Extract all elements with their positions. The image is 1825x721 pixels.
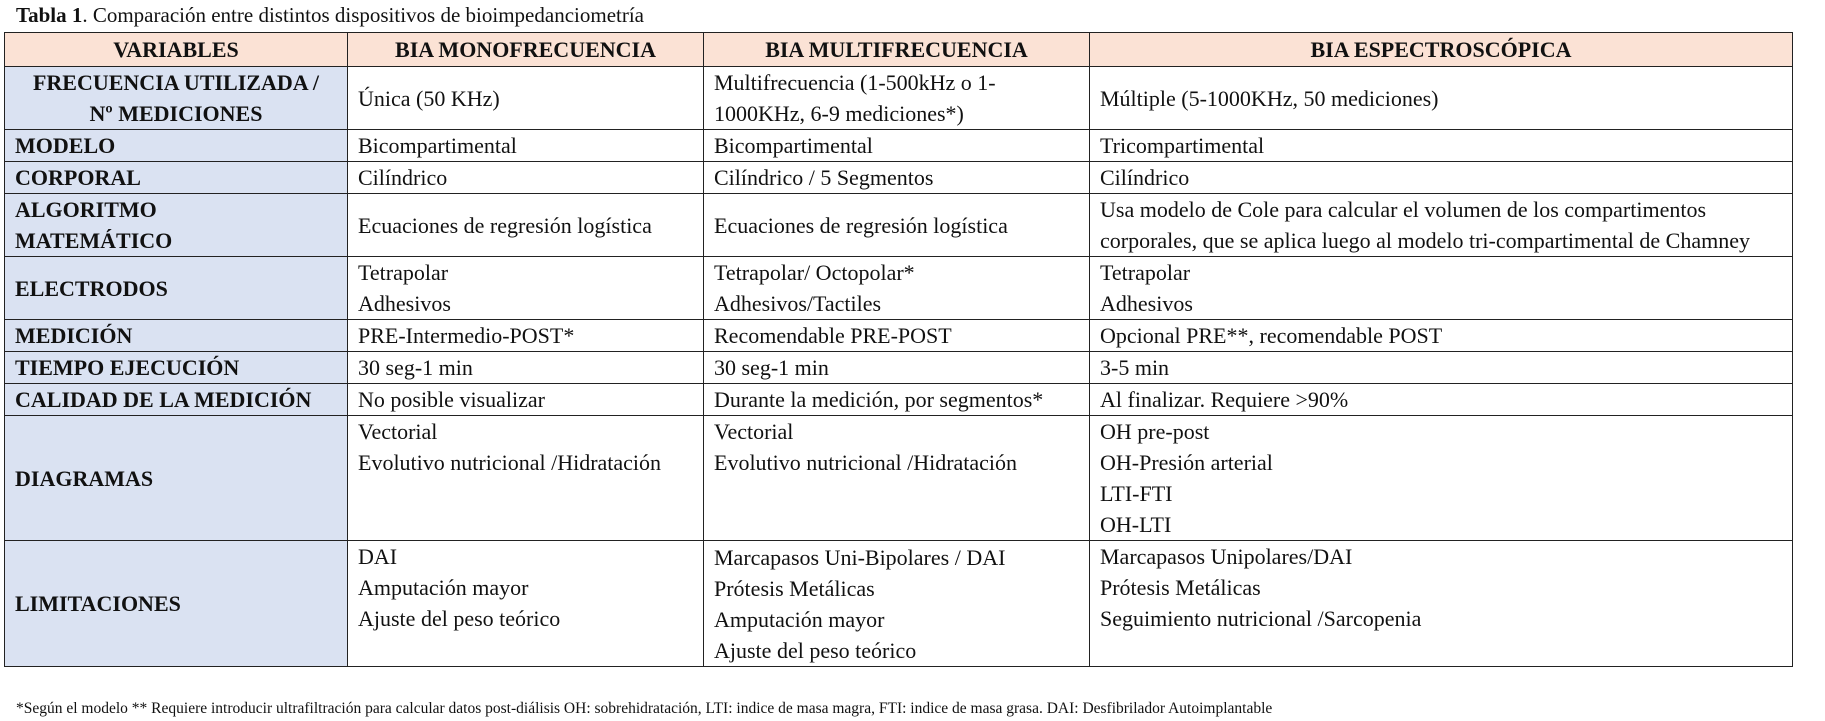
row-variable [5, 384, 348, 416]
cell-multi [704, 320, 1090, 352]
cell-line: DIAGRAMAS [15, 465, 154, 491]
table-row [5, 320, 1793, 352]
row-variable [5, 130, 348, 162]
cell-mono [348, 130, 704, 162]
cell-line: Durante la medición, por segmentos* [714, 387, 1044, 412]
header-bia-espectro: BIA ESPECTROSCÓPICA [1090, 33, 1793, 67]
cell-line: Marcapasos Uni-Bipolares / DAI [714, 544, 1006, 570]
cell-line: Adhesivos/Tactiles [714, 291, 882, 316]
cell-espectro [1090, 257, 1793, 320]
cell-line: Ajuste del peso teórico [714, 637, 917, 663]
cell-line: Nº MEDICIONES [89, 101, 263, 126]
cell-line: OH-LTI [1100, 512, 1172, 537]
cell-line: ALGORITMO [15, 197, 157, 222]
cell-line: TIEMPO EJECUCIÓN [15, 355, 240, 380]
header-bia-mono: BIA MONOFRECUENCIA [348, 33, 704, 67]
cell-line: Tetrapolar/ Octopolar* [714, 260, 915, 285]
row-variable [5, 257, 348, 320]
cell-line: Vectorial [358, 419, 438, 444]
cell-line: Múltiple (5-1000KHz, 50 mediciones) [1100, 85, 1439, 111]
cell-line: Al finalizar. Requiere >90% [1100, 387, 1349, 412]
table-row [5, 162, 1793, 194]
cell-line: 30 seg-1 min [714, 355, 829, 380]
cell-mono [348, 541, 704, 667]
cell-espectro [1090, 130, 1793, 162]
cell-espectro [1090, 541, 1793, 667]
cell-line: CORPORAL [15, 165, 141, 190]
cell-multi [704, 384, 1090, 416]
cell-line: Seguimiento nutricional /Sarcopenia [1100, 606, 1422, 631]
cell-espectro [1090, 194, 1793, 257]
cell-line: LIMITACIONES [15, 591, 181, 616]
cell-espectro [1090, 416, 1793, 541]
cell-multi [704, 416, 1090, 541]
table-header [5, 33, 1793, 67]
cell-line: 3-5 min [1100, 355, 1170, 380]
row-variable [5, 352, 348, 384]
cell-line: Marcapasos Unipolares/DAI [1100, 544, 1353, 569]
cell-line: No posible visualizar [358, 387, 545, 412]
cell-line: MATEMÁTICO [15, 228, 173, 253]
cell-line: Amputación mayor [714, 606, 885, 632]
cell-mono [348, 320, 704, 352]
cell-mono [348, 352, 704, 384]
table-row [5, 541, 1793, 667]
row-variable [5, 194, 348, 257]
cell-espectro [1090, 384, 1793, 416]
cell-line: Bicompartimental [714, 133, 873, 158]
cell-line: Tetrapolar [358, 260, 449, 285]
row-variable [5, 320, 348, 352]
cell-line: Ajuste del peso teórico [358, 606, 561, 631]
table-row [5, 416, 1793, 541]
cell-line: CALIDAD DE LA MEDICIÓN [15, 387, 312, 412]
cell-mono [348, 67, 704, 130]
cell-line: Multifrecuencia (1-500kHz o 1- [714, 70, 996, 95]
cell-line: corporales, que se aplica luego al modelo tri-compartimental de Chamney [1100, 228, 1750, 253]
cell-line: MEDICIÓN [15, 323, 133, 348]
cell-mono [348, 416, 704, 541]
cell-multi [704, 67, 1090, 130]
cell-line: Cilíndrico [1100, 165, 1190, 190]
cell-espectro [1090, 352, 1793, 384]
table-row [5, 67, 1793, 130]
cell-multi [704, 541, 1090, 667]
cell-mono [348, 162, 704, 194]
cell-line: Tetrapolar [1100, 260, 1191, 285]
cell-line: Bicompartimental [358, 133, 517, 158]
cell-line: Cilíndrico [358, 165, 448, 190]
cell-multi [704, 162, 1090, 194]
caption-label: Tabla 1 [16, 3, 83, 27]
cell-line: MODELO [15, 133, 116, 158]
header-row [5, 33, 1793, 67]
cell-espectro [1090, 67, 1793, 130]
caption-text: . Comparación entre distintos dispositivos de bioimpedanciometría [82, 3, 644, 27]
cell-line: Ecuaciones de regresión logística [358, 212, 652, 238]
cell-line: LTI-FTI [1100, 481, 1173, 506]
cell-line: Amputación mayor [358, 575, 529, 600]
table-row [5, 257, 1793, 320]
cell-line: Adhesivos [1100, 291, 1193, 316]
cell-line: Adhesivos [358, 291, 451, 316]
table-row [5, 194, 1793, 257]
cell-line: FRECUENCIA UTILIZADA / [32, 70, 320, 95]
table-row [5, 384, 1793, 416]
cell-espectro [1090, 162, 1793, 194]
cell-mono [348, 257, 704, 320]
row-variable [5, 162, 348, 194]
cell-line: OH pre-post [1100, 419, 1210, 444]
cell-line: ELECTRODOS [15, 275, 168, 301]
cell-line: 1000KHz, 6-9 mediciones*) [714, 101, 964, 126]
cell-mono [348, 384, 704, 416]
row-variable [5, 416, 348, 541]
table-footnote: *Según el modelo ** Requiere introducir ultrafiltración para calcular datos post-diálisis OH: sobrehidratación, LTI: indice de masa magra, FTI: indice de masa grasa. DAI: Desfibrilador Autoimplantable [16, 700, 1273, 717]
table-row [5, 352, 1793, 384]
cell-multi [704, 257, 1090, 320]
cell-line: Prótesis Metálicas [714, 575, 875, 601]
cell-line: Prótesis Metálicas [1100, 575, 1261, 600]
cell-line: Tricompartimental [1100, 133, 1265, 158]
cell-line: OH-Presión arterial [1100, 450, 1273, 475]
cell-line: Opcional PRE**, recomendable POST [1100, 323, 1443, 348]
cell-line: PRE-Intermedio-POST* [358, 323, 575, 348]
cell-multi [704, 194, 1090, 257]
table-body [5, 67, 1793, 667]
cell-line: DAI [358, 544, 398, 569]
cell-multi [704, 130, 1090, 162]
cell-line: Recomendable PRE-POST [714, 323, 952, 348]
row-variable [5, 67, 348, 130]
cell-mono [348, 194, 704, 257]
cell-line: Vectorial [714, 419, 794, 444]
cell-multi [704, 352, 1090, 384]
table-row [5, 130, 1793, 162]
header-variables: VARIABLES [5, 33, 348, 67]
cell-line: Única (50 KHz) [358, 85, 500, 111]
cell-line: Ecuaciones de regresión logística [714, 212, 1008, 238]
table-caption [16, 2, 644, 28]
header-bia-multi: BIA MULTIFRECUENCIA [704, 33, 1090, 67]
cell-line: Usa modelo de Cole para calcular el volumen de los compartimentos [1100, 197, 1707, 222]
cell-line: Cilíndrico / 5 Segmentos [714, 165, 934, 190]
row-variable [5, 541, 348, 667]
cell-espectro [1090, 320, 1793, 352]
cell-line: Evolutivo nutricional /Hidratación [358, 450, 662, 475]
comparison-table [4, 32, 1793, 667]
cell-line: 30 seg-1 min [358, 355, 473, 380]
cell-line: Evolutivo nutricional /Hidratación [714, 450, 1018, 475]
